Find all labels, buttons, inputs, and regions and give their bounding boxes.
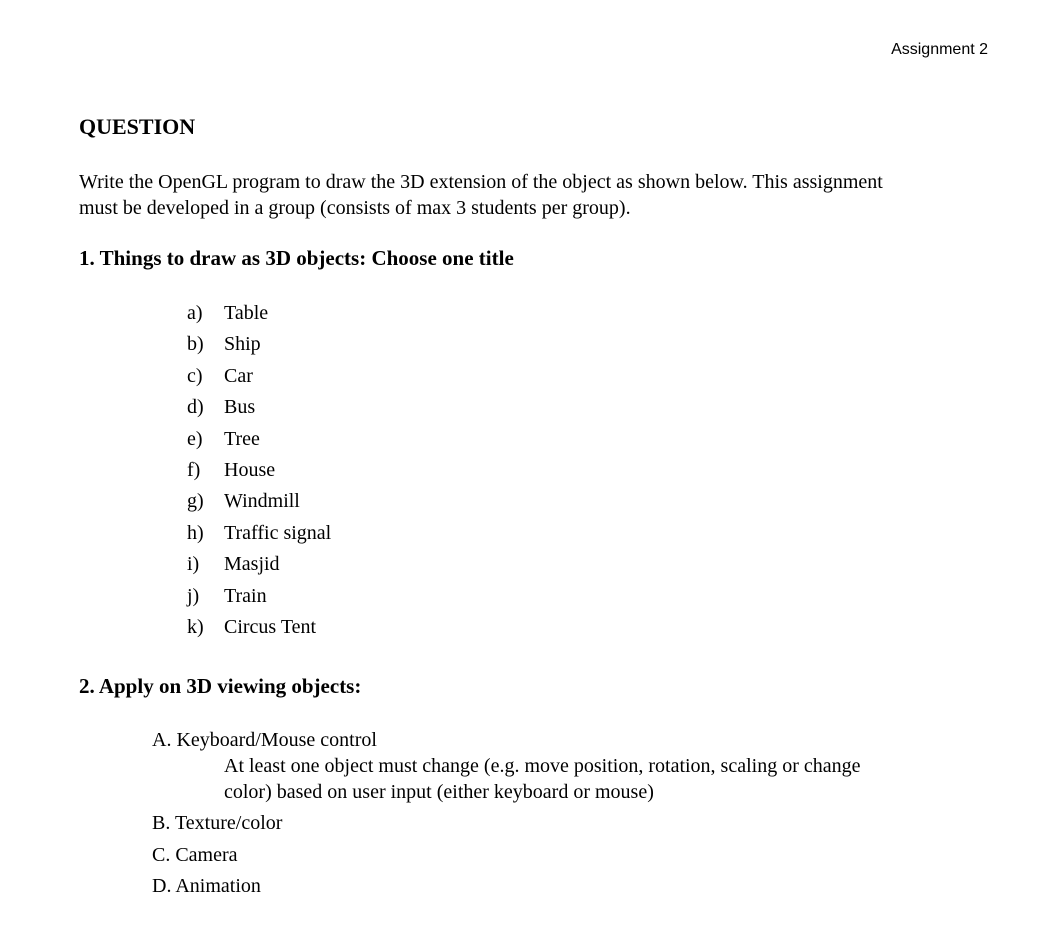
list-item bbox=[187, 582, 331, 613]
list-item bbox=[187, 456, 331, 487]
section-heading-apply-3d-viewing: 2. Apply on 3D viewing objects: bbox=[79, 674, 362, 698]
list-item bbox=[152, 842, 994, 874]
list-item bbox=[187, 519, 331, 550]
description-line: color) based on user input (either keyboard or mouse) bbox=[224, 781, 654, 803]
list-item bbox=[152, 873, 994, 905]
list-item bbox=[187, 330, 331, 361]
list-item-label: Car bbox=[224, 364, 253, 387]
list-item bbox=[187, 362, 331, 393]
list-item bbox=[187, 550, 331, 581]
list-item-label: Table bbox=[224, 302, 269, 324]
list-marker: e) bbox=[187, 427, 203, 450]
list-item-label: Ship bbox=[224, 333, 261, 356]
description-line: At least one object must change (e.g. move position, rotation, scaling or change bbox=[224, 755, 861, 777]
list-item-label: Bus bbox=[224, 396, 256, 419]
list-item-label: Windmill bbox=[224, 490, 300, 513]
list-item bbox=[152, 810, 994, 842]
list-item bbox=[187, 487, 331, 518]
list-item-label: C. Camera bbox=[152, 843, 238, 866]
list-marker: b) bbox=[187, 333, 204, 356]
section-heading-things-to-draw: 1. Things to draw as 3D objects: Choose one title bbox=[79, 246, 514, 270]
list-item-label: Traffic signal bbox=[224, 521, 332, 544]
intro-line: Write the OpenGL program to draw the 3D extension of the object as shown below. This assignment bbox=[79, 171, 883, 193]
list-item bbox=[187, 393, 331, 424]
keyboard-mouse-description bbox=[152, 753, 994, 805]
list-marker: f) bbox=[187, 458, 201, 481]
page-header-label: Assignment 2 bbox=[891, 41, 988, 58]
list-item-label: Tree bbox=[224, 427, 260, 450]
list-item bbox=[187, 299, 331, 330]
list-marker: a) bbox=[187, 302, 203, 324]
list-item bbox=[152, 727, 994, 805]
question-intro bbox=[79, 169, 994, 221]
question-title: QUESTION bbox=[79, 114, 196, 139]
list-item-label: House bbox=[224, 458, 276, 481]
list-item-label: B. Texture/color bbox=[152, 812, 283, 834]
list-marker: g) bbox=[187, 490, 204, 513]
list-marker: d) bbox=[187, 396, 204, 419]
list-item bbox=[187, 613, 331, 644]
list-item-label: Masjid bbox=[224, 553, 280, 576]
list-item-label: Train bbox=[224, 584, 267, 607]
list-marker: h) bbox=[187, 521, 204, 544]
list-item-label: A. Keyboard/Mouse control bbox=[152, 729, 377, 751]
list-item-label: Circus Tent bbox=[224, 615, 317, 638]
apply-requirements-list bbox=[152, 727, 994, 905]
list-marker: i) bbox=[187, 553, 200, 576]
object-title-list bbox=[187, 299, 331, 644]
list-marker: c) bbox=[187, 364, 203, 387]
list-item-label: D. Animation bbox=[152, 875, 261, 897]
list-marker: k) bbox=[187, 615, 204, 638]
list-marker: j) bbox=[187, 584, 200, 607]
list-item bbox=[187, 425, 331, 456]
intro-line: must be developed in a group (consists of max 3 students per group). bbox=[79, 197, 631, 219]
